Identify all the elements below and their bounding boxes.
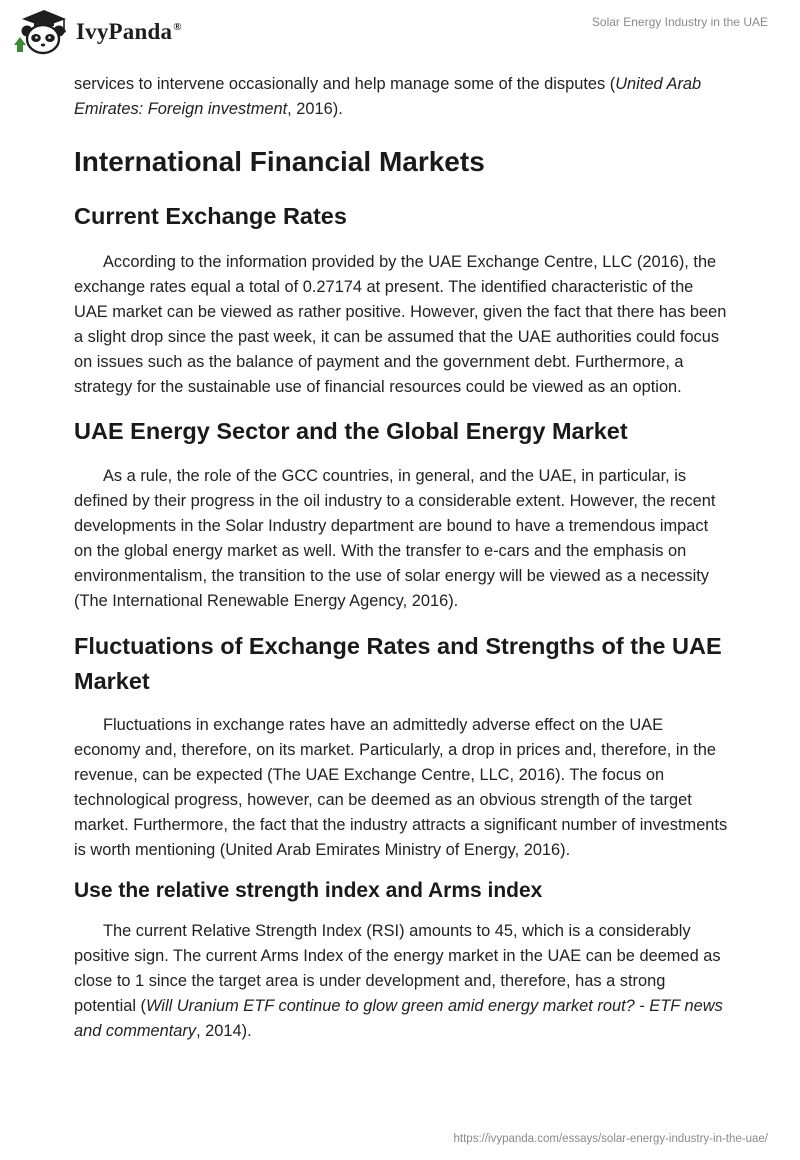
panda-graduate-icon	[14, 6, 70, 58]
paragraph-exchange-rates: According to the information provided by the UAE Exchange Centre, LLC (2016), the exchange rates equal a total of 0.27174 at present. The identified characteristic of the UAE market can be viewed as rather positive. However, given the fact that there has been a slight drop since the past week, it can be assumed that the UAE authorities could focus on issues such as the balance of payment and the government debt. Furthermore, a strategy for the sustainable use of financial resources could be viewed as an option.	[74, 253, 727, 396]
paragraph-energy-sector: As a rule, the role of the GCC countries, in general, and the UAE, in particular, is defined by their progress in the oil industry to a considerable extent. However, the recent developments in the Solar Industry department are bound to have a tremendous impact on the global energy market as well. With the transfer to e-cars and the emphasis on environmentalism, the transition to the use of solar energy will be viewed as a necessity (The International Renewable Energy Agency, 2016).	[74, 467, 716, 610]
article-body	[74, 70, 728, 1044]
brand-name: IvyPanda®	[76, 19, 182, 44]
paragraph-rsi-arms: The current Relative Strength Index (RSI) amounts to 45, which is a considerably positive sign. The current Arms Index of the energy market in the UAE can be deemed as close to 1 since the target area is under development and, therefore, has a strong potential (Will Uranium ETF continue to glow green amid energy market rout? - ETF news and commentary, 2014).	[74, 922, 723, 1040]
rsi-citation: Will Uranium ETF continue to glow green amid energy market rout? - ETF news and commentary	[74, 997, 723, 1040]
section-heading-exchange-rates: Current Exchange Rates	[74, 203, 347, 229]
section-heading-rsi-arms: Use the relative strength index and Arms index	[74, 879, 543, 902]
page-header	[0, 0, 800, 70]
section-heading-energy-sector: UAE Energy Sector and the Global Energy Market	[74, 418, 628, 444]
document-title: Solar Energy Industry in the UAE	[591, 15, 768, 29]
intro-citation: United Arab Emirates: Foreign investment	[74, 75, 702, 118]
section-heading-fluctuations: Fluctuations of Exchange Rates and Strengths of the UAE Market	[74, 633, 722, 694]
paragraph-fluctuations: Fluctuations in exchange rates have an admittedly adverse effect on the UAE economy and, therefore, on its market. Particularly, a drop in prices and, therefore, in the revenue, can be expected (The UAE Exchange Centre, LLC, 2016). The focus on technological progress, however, can be deemed as an obvious strength of the target market. Furthermore, the fact that the industry attracts a significant number of investments is worth mentioning (United Arab Emirates Ministry of Energy, 2016).	[74, 716, 728, 859]
source-url[interactable]: https://ivypanda.com/essays/solar-energy-industry-in-the-uae/	[453, 1133, 768, 1145]
intro-paragraph: services to intervene occasionally and help manage some of the disputes (United Arab Emirates: Foreign investment, 2016).	[74, 75, 702, 118]
brand-logo[interactable]	[14, 6, 182, 58]
section-heading-financial-markets: International Financial Markets	[74, 146, 485, 177]
